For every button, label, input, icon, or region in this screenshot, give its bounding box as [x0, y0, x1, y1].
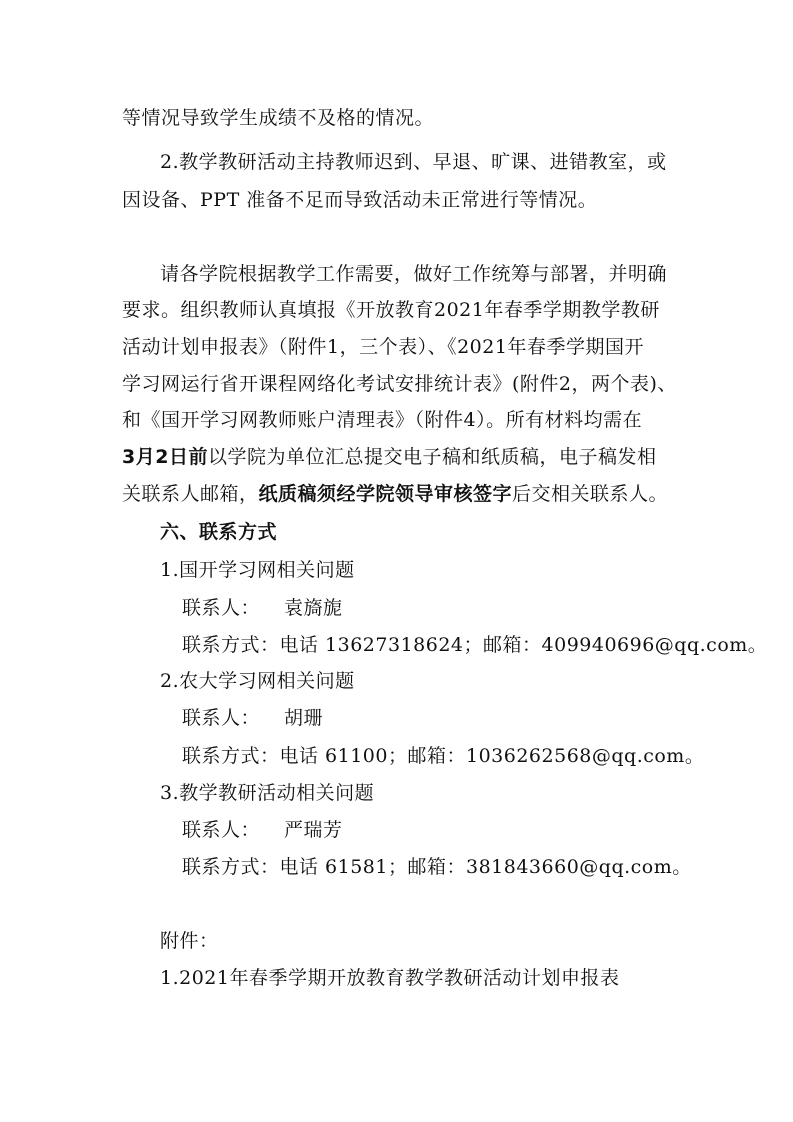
signature-text-start: 关联系人邮箱， — [122, 483, 259, 505]
contact-person-name: 袁旖旎 — [284, 597, 343, 619]
paragraph-line-signature — [122, 480, 668, 508]
deadline-emphasis: 3月2日前 — [122, 446, 208, 468]
list-item-2-line-1: 2.教学教研活动主持教师迟到、早退、旷课、进错教室，或 — [160, 151, 667, 173]
paragraph-line: 和《国开学习网教师账户清理表》（附件4）。所有材料均需在 — [122, 409, 643, 431]
attachments-label: 附件： — [160, 930, 219, 952]
paragraph-line: 等情况导致学生成绩不及格的情况。 — [122, 107, 435, 129]
signature-text-end: 后交相关联系人。 — [512, 483, 669, 505]
paragraph-line: 要求。组织教师认真填报《开放教育2021年春季学期教学教研 — [122, 299, 660, 321]
contact-method: 联系方式：电话 61581；邮箱：381843660@qq.com。 — [182, 856, 692, 878]
contact-method: 联系方式：电话 13627318624；邮箱：409940696@qq.com。 — [182, 634, 768, 656]
contact-person-label: 联系人： — [182, 819, 261, 841]
deadline-text: 以学院为单位汇总提交电子稿和纸质稿，电子稿发相 — [207, 446, 657, 468]
paragraph-line-deadline — [122, 443, 656, 471]
paragraph-line: 请各学院根据教学工作需要，做好工作统筹与部署，并明确 — [160, 263, 668, 285]
paragraph-line: 学习网运行省开课程网络化考试安排统计表》(附件2，两个表)、 — [122, 373, 677, 395]
contact-person-name: 胡珊 — [284, 707, 324, 729]
list-item-2-line-2: 因设备、PPT 准备不足而导致活动未正常进行等情况。 — [122, 189, 598, 211]
signature-emphasis: 纸质稿须经学院领导审核签字 — [258, 483, 513, 505]
contact-topic: 1.国开学习网相关问题 — [160, 559, 355, 581]
contact-person-label: 联系人： — [182, 597, 261, 619]
contact-topic: 3.教学教研活动相关问题 — [160, 782, 375, 804]
contact-person-label: 联系人： — [182, 707, 261, 729]
section-heading: 六、联系方式 — [160, 521, 278, 543]
contact-topic: 2.农大学习网相关问题 — [160, 670, 355, 692]
contact-person-name: 严瑞芳 — [284, 819, 343, 841]
attachment-item: 1.2021年春季学期开放教育教学教研活动计划申报表 — [160, 967, 620, 989]
paragraph-line: 活动计划申报表》（附件1，三个表）、《2021年春季学期国开 — [122, 336, 644, 358]
contact-method: 联系方式：电话 61100；邮箱：1036262568@qq.com。 — [182, 745, 705, 767]
